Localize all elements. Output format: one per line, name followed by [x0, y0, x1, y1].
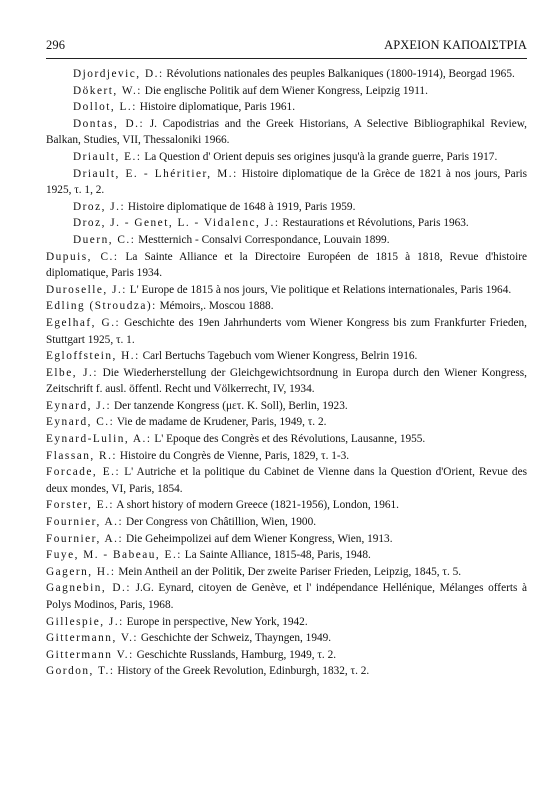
entry-author: Fuye, M. - Babeau, E.:: [46, 549, 182, 562]
bibliography-entry: [46, 83, 527, 100]
entry-author: Driault, E.:: [73, 150, 142, 163]
entry-text: Die Wiederherstellung der Gleichgewichtsordnung in Europa durch den Wiener Kongress, Zeitschrift f. ausl. öffentl. Recht und Völkerrecht, IV, 1934.: [46, 366, 527, 396]
entry-author: Eynard, C.:: [46, 416, 115, 429]
entry-text: La Question d' Orient depuis ses origines jusqu'à la grande guerre, Paris 1917.: [144, 150, 498, 163]
entry-author: Gillespie, J.:: [46, 615, 124, 628]
entry-author: Eynard-Lulin, A.:: [46, 433, 152, 446]
bibliography-entry: [46, 99, 527, 116]
bibliography-entry: [46, 66, 527, 83]
entry-author: Fournier, A.:: [46, 532, 124, 545]
bibliography-entry: [46, 166, 527, 199]
entry-text: Der tanzende Kongress (μετ. K. Soll), Berlin, 1923.: [113, 399, 348, 412]
entry-text: History of the Greek Revolution, Edinburgh, 1832, τ. 2.: [117, 665, 370, 678]
entry-author: Djordjevic, D.:: [73, 68, 164, 80]
bibliography-entry: [46, 315, 527, 348]
entry-text: Die englische Politik auf dem Wiener Kongress, Leipzig 1911.: [144, 84, 428, 97]
bibliography-entry: [46, 431, 527, 448]
entry-text: Révolutions nationales des peuples Balkaniques (1800-1914), Beorgad 1965.: [166, 68, 515, 80]
entry-text: Geschichte des 19en Jahrhunderts vom Wiener Kongress bis zum Frankfurter Frieden, Stuttgart 1925, τ. 1.: [46, 316, 528, 346]
entry-text: Mémoirs,. Moscou 1888.: [159, 300, 274, 313]
entry-author: Driault, E. - Lhéritier, M.:: [73, 167, 238, 180]
entry-author: Elbe, J.:: [46, 366, 98, 379]
bibliography-entry: [46, 232, 527, 249]
entry-text: L' Europe de 1815 à nos jours, Vie politique et Relations internationales, Paris 1964.: [129, 283, 512, 296]
page-header: [46, 38, 527, 53]
bibliography-entry: [46, 547, 527, 564]
bibliography-entry: [46, 282, 527, 299]
bibliography-entry: [46, 298, 527, 315]
bibliography-entry: [46, 580, 527, 613]
bibliography-entry: [46, 348, 527, 365]
entry-text: Carl Bertuchs Tagebuch vom Wiener Kongress, Belrin 1916.: [142, 350, 418, 363]
bibliography-entry: [46, 630, 527, 647]
entry-author: Egloffstein, H.:: [46, 350, 140, 363]
entry-author: Dollot, L.:: [73, 101, 137, 114]
entry-text: Europe in perspective, New York, 1942.: [126, 615, 308, 628]
bibliography-entry: [46, 199, 527, 216]
entry-author: Gagern, H.:: [46, 565, 116, 578]
bibliography-entry: [46, 497, 527, 514]
entry-author: Dupuis, C.:: [46, 250, 119, 263]
entry-author: Egelhaf, G.:: [46, 316, 121, 329]
bibliography-entry: [46, 149, 527, 166]
bibliography-entry: [46, 564, 527, 581]
entry-author: Gittermann V.:: [46, 648, 134, 661]
entry-author: Dökert, W.:: [73, 84, 142, 97]
entry-author: Duroselle, J.:: [46, 283, 127, 296]
entry-author: Dontas, D.:: [73, 117, 145, 130]
page-number: 296: [46, 38, 66, 52]
bibliography-entry: [46, 414, 527, 431]
entry-author: Eynard, J.:: [46, 399, 112, 412]
entry-author: Flassan, R.:: [46, 449, 118, 462]
entry-author: Duern, C.:: [73, 233, 136, 246]
header-rule: [46, 58, 527, 59]
entry-text: Histoire diplomatique de 1648 à 1919, Paris 1959.: [127, 200, 356, 213]
entry-text: La Sainte Alliance, 1815-48, Paris, 1948.: [184, 549, 371, 562]
entry-text: Geschichte der Schweiz, Thayngen, 1949.: [140, 632, 332, 645]
bibliography-entry: [46, 365, 527, 398]
bibliography-entry: [46, 514, 527, 531]
entry-text: L' Autriche et la politique du Cabinet de Vienne dans la Question d'Orient, Revue des deux mondes, VI, Paris, 1854.: [46, 466, 527, 495]
bibliography-entry: [46, 215, 527, 232]
entry-author: Droz, J.:: [73, 200, 126, 213]
bibliography-entry: [46, 647, 527, 664]
bibliography-list: [46, 66, 527, 680]
running-title: ΑΡΧΕΙΟΝ ΚΑΠΟΔΙΣΤΡΙΑ: [384, 38, 527, 52]
bibliography-entry: [46, 531, 527, 548]
entry-text: Der Congress von Châtillion, Wien, 1900.: [125, 516, 317, 529]
entry-author: Gagnebin, D.:: [46, 582, 131, 595]
entry-text: Restaurations et Révolutions, Paris 1963.: [282, 217, 469, 230]
bibliography-entry: [46, 663, 527, 680]
bibliography-entry: [46, 249, 527, 282]
entry-text: Mestternich - Consalvi Correspondance, Louvain 1899.: [138, 233, 390, 246]
entry-text: Geschichte Russlands, Hamburg, 1949, τ. 2.: [136, 648, 337, 661]
entry-text: Histoire du Congrès de Vienne, Paris, 1829, τ. 1-3.: [119, 449, 350, 462]
bibliography-entry: [46, 448, 527, 465]
entry-text: J.G. Eynard, citoyen de Genève, et l' indépendance Hellénique, Mélanges offerts à Polys Modinos, Paris, 1968.: [46, 582, 527, 611]
entry-text: Vie de madame de Krudener, Paris, 1949, τ. 2.: [116, 416, 327, 429]
entry-author: Fournier, A.:: [46, 516, 124, 529]
entry-text: Histoire diplomatique de la Grèce de 1821 à nos jours, Paris 1925, τ. 1, 2.: [46, 167, 527, 197]
entry-text: Histoire diplomatique, Paris 1961.: [139, 101, 296, 114]
entry-text: J. Capodistrias and the Greek Historians, A Selective Bibliographikal Review, Balkan, Studies, VII, Thessaloniki 1966.: [46, 117, 527, 147]
entry-text: A short history of modern Greece (1821-1956), London, 1961.: [116, 499, 399, 512]
entry-author: Droz, J. - Genet, L. - Vidalenc, J.:: [73, 217, 280, 230]
entry-text: La Sainte Alliance et la Directoire Européen de 1815 à 1818, Revue d'histoire diplomatique, Paris 1934.: [46, 250, 527, 280]
entry-author: Forster, E.:: [46, 499, 115, 512]
entry-text: Mein Antheil an der Politik, Der zweite Pariser Frieden, Leipzig, 1845, τ. 5.: [118, 565, 462, 578]
bibliography-entry: [46, 116, 527, 149]
entry-text: L' Epoque des Congrès et des Révolutions, Lausanne, 1955.: [154, 433, 426, 446]
entry-text: Die Geheimpolizei auf dem Wiener Kongress, Wien, 1913.: [125, 532, 393, 545]
entry-author: Gittermann, V.:: [46, 632, 139, 645]
bibliography-entry: [46, 398, 527, 415]
entry-author: Forcade, E.:: [46, 466, 121, 479]
bibliography-entry: [46, 464, 527, 497]
entry-author: Gordon, T.:: [46, 665, 115, 678]
entry-author: Edling (Stroudza):: [46, 300, 157, 313]
bibliography-entry: [46, 614, 527, 631]
